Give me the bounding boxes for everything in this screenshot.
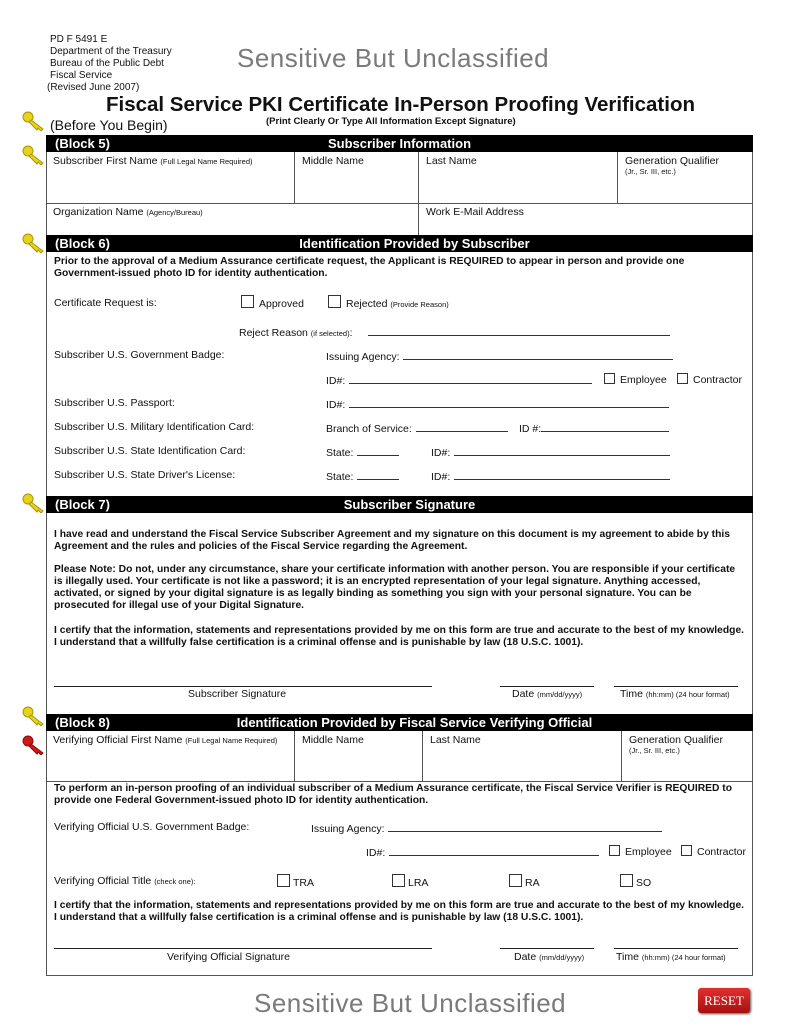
- verifier-middle-name-field[interactable]: [294, 731, 422, 781]
- badge-label: Subscriber U.S. Government Badge:: [54, 349, 225, 361]
- red-key-icon[interactable]: [22, 735, 46, 755]
- tra-checkbox[interactable]: [277, 874, 314, 889]
- block8-instruction: To perform an in-person proofing of an individual subscriber of a Medium Assurance certificate, the Fiscal Service Verifier is REQUIRED to provide one Federal Government-issued photo ID for identity authentication.: [54, 783, 733, 806]
- reject-reason-field[interactable]: [239, 325, 670, 339]
- yellow-key-icon[interactable]: [22, 145, 46, 165]
- label: Subscriber First Name: [53, 155, 158, 167]
- label: Rejected: [346, 298, 388, 310]
- label: Issuing Agency:: [311, 823, 385, 835]
- verifier-last-name-field[interactable]: [422, 731, 621, 781]
- verifier-badge-label: Verifying Official U.S. Government Badge:: [54, 821, 250, 833]
- verifier-signature-label: Verifying Official Signature: [167, 951, 290, 963]
- ra-checkbox[interactable]: [509, 874, 540, 889]
- rejected-checkbox[interactable]: [328, 295, 449, 310]
- passport-label: Subscriber U.S. Passport:: [54, 397, 175, 409]
- service: Fiscal Service: [50, 70, 113, 81]
- date-label: [512, 688, 582, 700]
- checkbox[interactable]: [241, 295, 254, 308]
- yellow-key-icon[interactable]: [22, 706, 46, 726]
- form-title: Fiscal Service PKI Certificate In-Person Proofing Verification: [106, 93, 695, 116]
- label: Contractor: [693, 374, 743, 386]
- note: (Provide Reason): [390, 300, 449, 309]
- issuing-agency-field[interactable]: [326, 349, 673, 363]
- label: Branch of Service:: [326, 423, 412, 435]
- checkbox[interactable]: [277, 874, 290, 887]
- label: Verifying Official First Name: [53, 734, 183, 746]
- note: (Full Legal Name Required): [160, 157, 253, 166]
- checkbox[interactable]: [681, 845, 692, 856]
- form-number: PD F 5491 E: [50, 34, 108, 45]
- drivers-license-label: Subscriber U.S. State Driver's License:: [54, 469, 236, 481]
- note: (Agency/Bureau): [146, 208, 203, 217]
- label: ID#:: [326, 399, 346, 411]
- bureau: Bureau of the Public Debt: [50, 58, 164, 69]
- block5-header: [46, 135, 753, 152]
- subscriber-first-name-field[interactable]: [46, 152, 294, 203]
- yellow-key-icon[interactable]: [22, 233, 46, 253]
- verifier-time-line[interactable]: [614, 948, 738, 949]
- label: State:: [326, 471, 354, 483]
- block-heading: Identification Provided by Subscriber: [299, 236, 530, 251]
- label: ID #:: [519, 423, 542, 435]
- label: Date: [514, 951, 537, 963]
- state-field[interactable]: [326, 445, 399, 459]
- verifier-issuing-agency-field[interactable]: [311, 821, 662, 835]
- label: State:: [326, 447, 354, 459]
- label: Verifying Official Title: [54, 875, 152, 887]
- yellow-key-icon[interactable]: [22, 111, 46, 131]
- verifier-date-label: [514, 951, 584, 963]
- label: Employee: [620, 374, 667, 386]
- checkbox[interactable]: [620, 874, 633, 887]
- employee-checkbox[interactable]: [604, 373, 667, 386]
- verifier-signature-line[interactable]: [54, 948, 432, 949]
- time-line[interactable]: [614, 686, 738, 687]
- checkbox[interactable]: [677, 373, 688, 384]
- label: Work E-Mail Address: [426, 206, 524, 218]
- block7-header: [46, 496, 753, 513]
- time-label: [620, 688, 730, 700]
- label: Generation Qualifier: [629, 734, 723, 746]
- label: Approved: [259, 298, 304, 310]
- subscriber-signature-label: Subscriber Signature: [188, 688, 287, 700]
- label: Last Name: [430, 734, 481, 746]
- last-name-field[interactable]: [418, 152, 617, 203]
- label: RA: [525, 877, 540, 889]
- verifier-generation-field[interactable]: [621, 731, 752, 781]
- label: Employee: [625, 846, 672, 858]
- note: (mm/dd/yyyy): [537, 690, 583, 699]
- lra-checkbox[interactable]: [392, 874, 428, 889]
- block6-instruction: Prior to the approval of a Medium Assurance certificate request, the Applicant is REQUIRED to appear in person and provide one Government-issued photo ID for identity authentication.: [54, 256, 685, 279]
- verifier-time-label: [616, 951, 726, 963]
- classification-top: Sensitive But Unclassified: [237, 43, 550, 73]
- please-note-text: Please Note: Do not, under any circumstance, share your certificate information with another person. You are responsible if your certificate is illegally used. Your certificate is not like a password; it is an encrypted representation of your legal signature. Anything accessed, activated, or signed by your digital signature is as legally binding as something you sign with your personal signature. You can be prosecuted for illegal use of your Digital Signature.: [54, 564, 736, 611]
- before-you-begin: (Before You Begin): [50, 117, 168, 133]
- middle-name-field[interactable]: [294, 152, 418, 203]
- label: Time: [620, 688, 643, 700]
- work-email-field[interactable]: [418, 203, 752, 235]
- verifier-certify-text: I certify that the information, statements and representations provided by me on this form are true and accurate to the best of my knowledge. I understand that a willfully false certification is a criminal offense and is punishable by law (18 U.S.C. 1001).: [54, 900, 745, 923]
- block-number: (Block 6): [55, 236, 110, 251]
- state-id-label: Subscriber U.S. State Identification Card:: [54, 445, 246, 457]
- dl-state-field[interactable]: [326, 469, 399, 483]
- colon: :: [349, 327, 353, 339]
- military-label: Subscriber U.S. Military Identification Card:: [54, 421, 255, 433]
- checkbox[interactable]: [604, 373, 615, 384]
- block-heading: Subscriber Information: [327, 136, 472, 151]
- verifier-employee-checkbox[interactable]: [609, 845, 672, 858]
- note: (hh:mm) (24 hour format): [641, 953, 726, 962]
- label: SO: [636, 877, 652, 889]
- verifier-contractor-checkbox[interactable]: [681, 845, 746, 858]
- block-heading: Identification Provided by Fiscal Service Verifying Official: [236, 715, 593, 730]
- reset-button[interactable]: RESET: [698, 988, 750, 1013]
- label: Organization Name: [53, 206, 144, 218]
- organization-name-field[interactable]: [46, 203, 418, 235]
- state-id-field[interactable]: [431, 445, 670, 459]
- branch-field[interactable]: [326, 421, 508, 435]
- note: (Jr., Sr. III, etc.): [625, 167, 676, 176]
- block-number: (Block 5): [55, 136, 110, 151]
- so-checkbox[interactable]: [620, 874, 651, 889]
- label: ID#:: [431, 471, 451, 483]
- block-heading: Subscriber Signature: [343, 497, 476, 512]
- dl-id-field[interactable]: [431, 469, 670, 483]
- note: (mm/dd/yyyy): [539, 953, 585, 962]
- label: Middle Name: [302, 155, 364, 167]
- note: (Full Legal Name Required): [185, 736, 278, 745]
- note: (hh:mm) (24 hour format): [645, 690, 730, 699]
- yellow-key-icon[interactable]: [22, 493, 46, 513]
- label: ID#:: [431, 447, 451, 459]
- label: Contractor: [697, 846, 747, 858]
- verifier-date-line[interactable]: [500, 948, 594, 949]
- agreement-text: I have read and understand the Fiscal Service Subscriber Agreement and my signature on this document is my agreement to abide by this Agreement and the rules and policies of the Fiscal Service regarding the Agreement.: [54, 529, 730, 552]
- checkbox[interactable]: [328, 295, 341, 308]
- checkbox[interactable]: [392, 874, 405, 887]
- verifier-id-field[interactable]: [366, 845, 599, 859]
- block6-header: [46, 235, 753, 252]
- label: Reject Reason: [239, 327, 308, 339]
- department: Department of the Treasury: [50, 46, 172, 57]
- note: (check one):: [154, 877, 196, 886]
- generation-qualifier-field[interactable]: [617, 152, 752, 203]
- label: TRA: [293, 877, 314, 889]
- checkbox[interactable]: [609, 845, 620, 856]
- print-note: (Print Clearly Or Type All Information Except Signature): [266, 116, 516, 127]
- checkbox[interactable]: [509, 874, 522, 887]
- certify-text: I certify that the information, statements and representations provided by me on this form are true and accurate to the best of my knowledge. I understand that a willfully false certification is a criminal offense and is punishable by law (18 U.S.C. 1001).: [54, 625, 745, 648]
- block8-header: [46, 714, 753, 731]
- badge-id-field[interactable]: [326, 373, 592, 387]
- block-number: (Block 8): [55, 715, 110, 730]
- military-id-field[interactable]: [519, 421, 669, 435]
- approved-checkbox[interactable]: [241, 295, 304, 310]
- label: ID#:: [366, 847, 386, 859]
- verifier-first-name-field[interactable]: [46, 731, 294, 781]
- label: Time: [616, 951, 639, 963]
- label: Last Name: [426, 155, 477, 167]
- label: Middle Name: [302, 734, 364, 746]
- note: (Jr., Sr. III, etc.): [629, 746, 680, 755]
- cert-request-label: Certificate Request is:: [54, 297, 157, 309]
- contractor-checkbox[interactable]: [677, 373, 742, 386]
- block-number: (Block 7): [55, 497, 110, 512]
- label: Issuing Agency:: [326, 351, 400, 363]
- label: Date: [512, 688, 535, 700]
- passport-id-field[interactable]: [326, 397, 669, 411]
- label: LRA: [408, 877, 429, 889]
- revised-date: (Revised June 2007): [47, 82, 140, 93]
- label: ID#:: [326, 375, 346, 387]
- subscriber-signature-line[interactable]: [54, 686, 432, 687]
- date-line[interactable]: [500, 686, 594, 687]
- note: (if selected): [310, 329, 350, 338]
- label: Generation Qualifier: [625, 155, 719, 167]
- classification-bottom: Sensitive But Unclassified: [254, 988, 567, 1018]
- verifier-title-label: [54, 875, 195, 887]
